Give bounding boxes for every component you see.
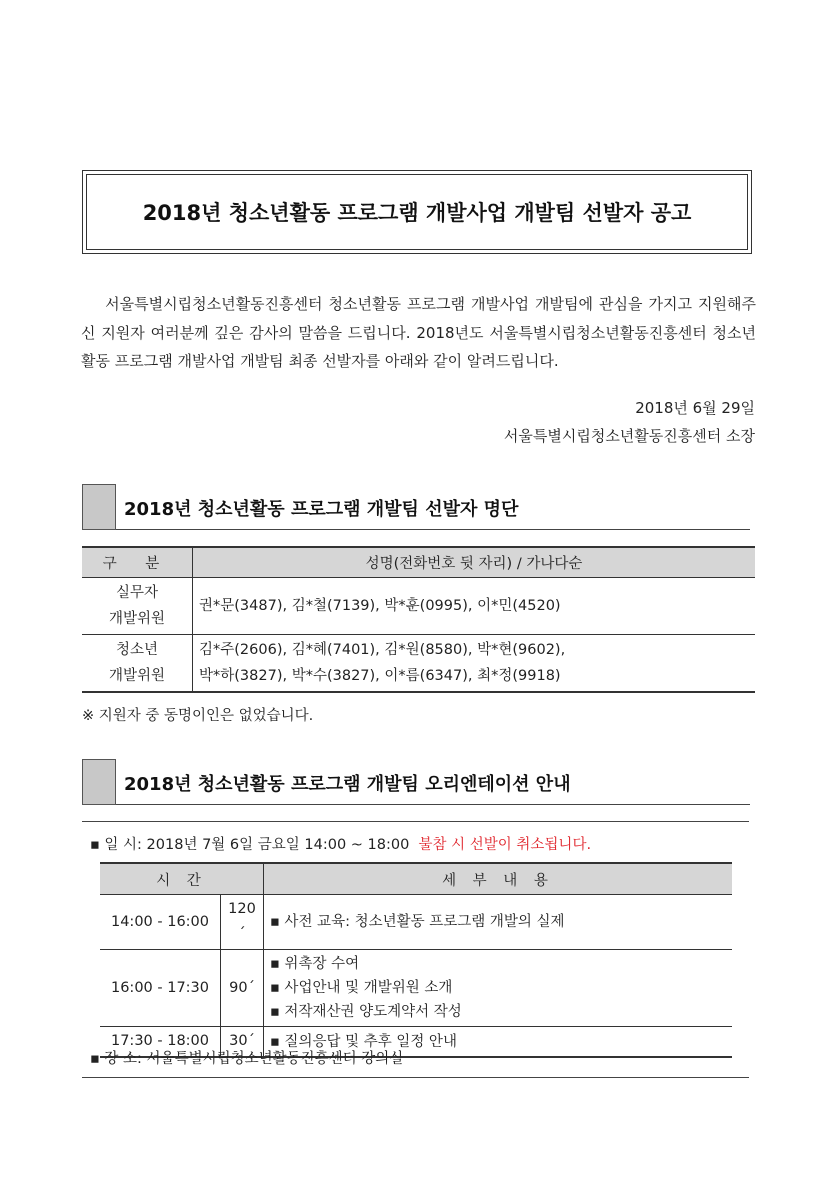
table-header-row xyxy=(82,547,755,578)
duration-cell: 120´ xyxy=(221,895,264,950)
table-row xyxy=(100,950,732,1027)
section2-underline xyxy=(116,804,750,805)
section1-header xyxy=(82,484,750,530)
category-line: 개발위원 xyxy=(108,611,166,627)
table-row xyxy=(100,895,732,950)
selection-table xyxy=(82,546,755,693)
category-line: 개발위원 xyxy=(108,668,166,684)
section2-header xyxy=(82,759,750,805)
section1-title: 2018년 청소년활동 프로그램 개발팀 선발자 명단 xyxy=(124,499,519,520)
names-cell xyxy=(193,578,756,635)
intro-paragraph xyxy=(81,290,756,376)
category-cell xyxy=(82,635,193,693)
schedule-warning: 불참 시 선발이 취소됩니다. xyxy=(418,837,592,853)
category-line: 청소년 xyxy=(115,642,159,658)
names-line: 박*하(3827), 박*수(3827), 이*름(6347), 최*정(9918) xyxy=(199,668,561,684)
orientation-table xyxy=(100,862,732,1058)
section2-marker xyxy=(82,759,116,805)
title-box xyxy=(82,170,752,254)
content-item: ▪ 저작재산권 양도계약서 작성 xyxy=(270,1004,462,1020)
section2-title: 2018년 청소년활동 프로그램 개발팀 오리엔테이션 안내 xyxy=(124,774,571,795)
section1-marker xyxy=(82,484,116,530)
header-details: 세 부 내 용 xyxy=(264,863,733,895)
time-cell: 14:00 - 16:00 xyxy=(100,895,221,950)
duration-cell: 90´ xyxy=(221,950,264,1027)
content-item: ▪ 위촉장 수여 xyxy=(270,956,360,972)
divider xyxy=(82,821,749,822)
duration-cell: 30´ xyxy=(221,1027,264,1058)
content-item: ▪ 질의응답 및 추후 일정 안내 xyxy=(270,1033,457,1050)
divider xyxy=(82,1077,749,1078)
table-row xyxy=(82,578,755,635)
header-category: 구 분 xyxy=(82,547,193,578)
footnote: ※ 지원자 중 동명이인은 없었습니다. xyxy=(82,708,314,724)
notice-signature: 서울특별시립청소년활동진흥센터 소장 xyxy=(503,427,755,445)
schedule-line xyxy=(90,833,591,854)
time-cell: 17:30 - 18:00 xyxy=(110,1033,210,1049)
names-line: 권*문(3487), 김*철(7139), 박*훈(0995), 이*민(4520) xyxy=(199,598,561,614)
time-cell: 16:00 - 17:30 xyxy=(100,950,221,1027)
schedule-label: ▪ 일 시: 2018년 7월 6일 금요일 14:00 ~ 18:00 xyxy=(90,837,410,853)
names-cell xyxy=(193,635,756,693)
content-cell xyxy=(264,895,733,950)
notice-date: 2018년 6월 29일 xyxy=(635,399,755,417)
content-cell xyxy=(264,950,733,1027)
table-header-row xyxy=(100,863,732,895)
intro-text: 서울특별시립청소년활동진흥센터 청소년활동 프로그램 개발사업 개발팀에 관심을 가지고 지원해주신 지원자 여러분께 깊은 감사의 말씀을 드립니다. 2018년도 서울특별시립청소년활동진흥센터 청소년활동 프로그램 개발사업 개발팀 최종 선발자를 아래와 같이 알려드립니다. xyxy=(81,295,756,371)
category-cell xyxy=(82,578,193,635)
content-item: ▪ 사전 교육: 청소년활동 프로그램 개발의 실제 xyxy=(270,914,565,930)
header-names: 성명(전화번호 뒷 자리) / 가나다순 xyxy=(193,547,756,578)
category-line: 실무자 xyxy=(115,585,159,601)
table-row xyxy=(82,635,755,693)
header-time: 시 간 xyxy=(100,863,264,895)
names-line: 김*주(2606), 김*혜(7401), 김*원(8580), 박*현(9602), xyxy=(199,642,566,658)
place-line: ▪ 장 소: 서울특별시립청소년활동진흥센터 강의실 xyxy=(90,1051,404,1067)
section1-underline xyxy=(116,529,750,530)
page-title: 2018년 청소년활동 프로그램 개발사업 개발팀 선발자 공고 xyxy=(86,174,748,250)
content-item: ▪ 사업안내 및 개발위원 소개 xyxy=(270,980,453,996)
